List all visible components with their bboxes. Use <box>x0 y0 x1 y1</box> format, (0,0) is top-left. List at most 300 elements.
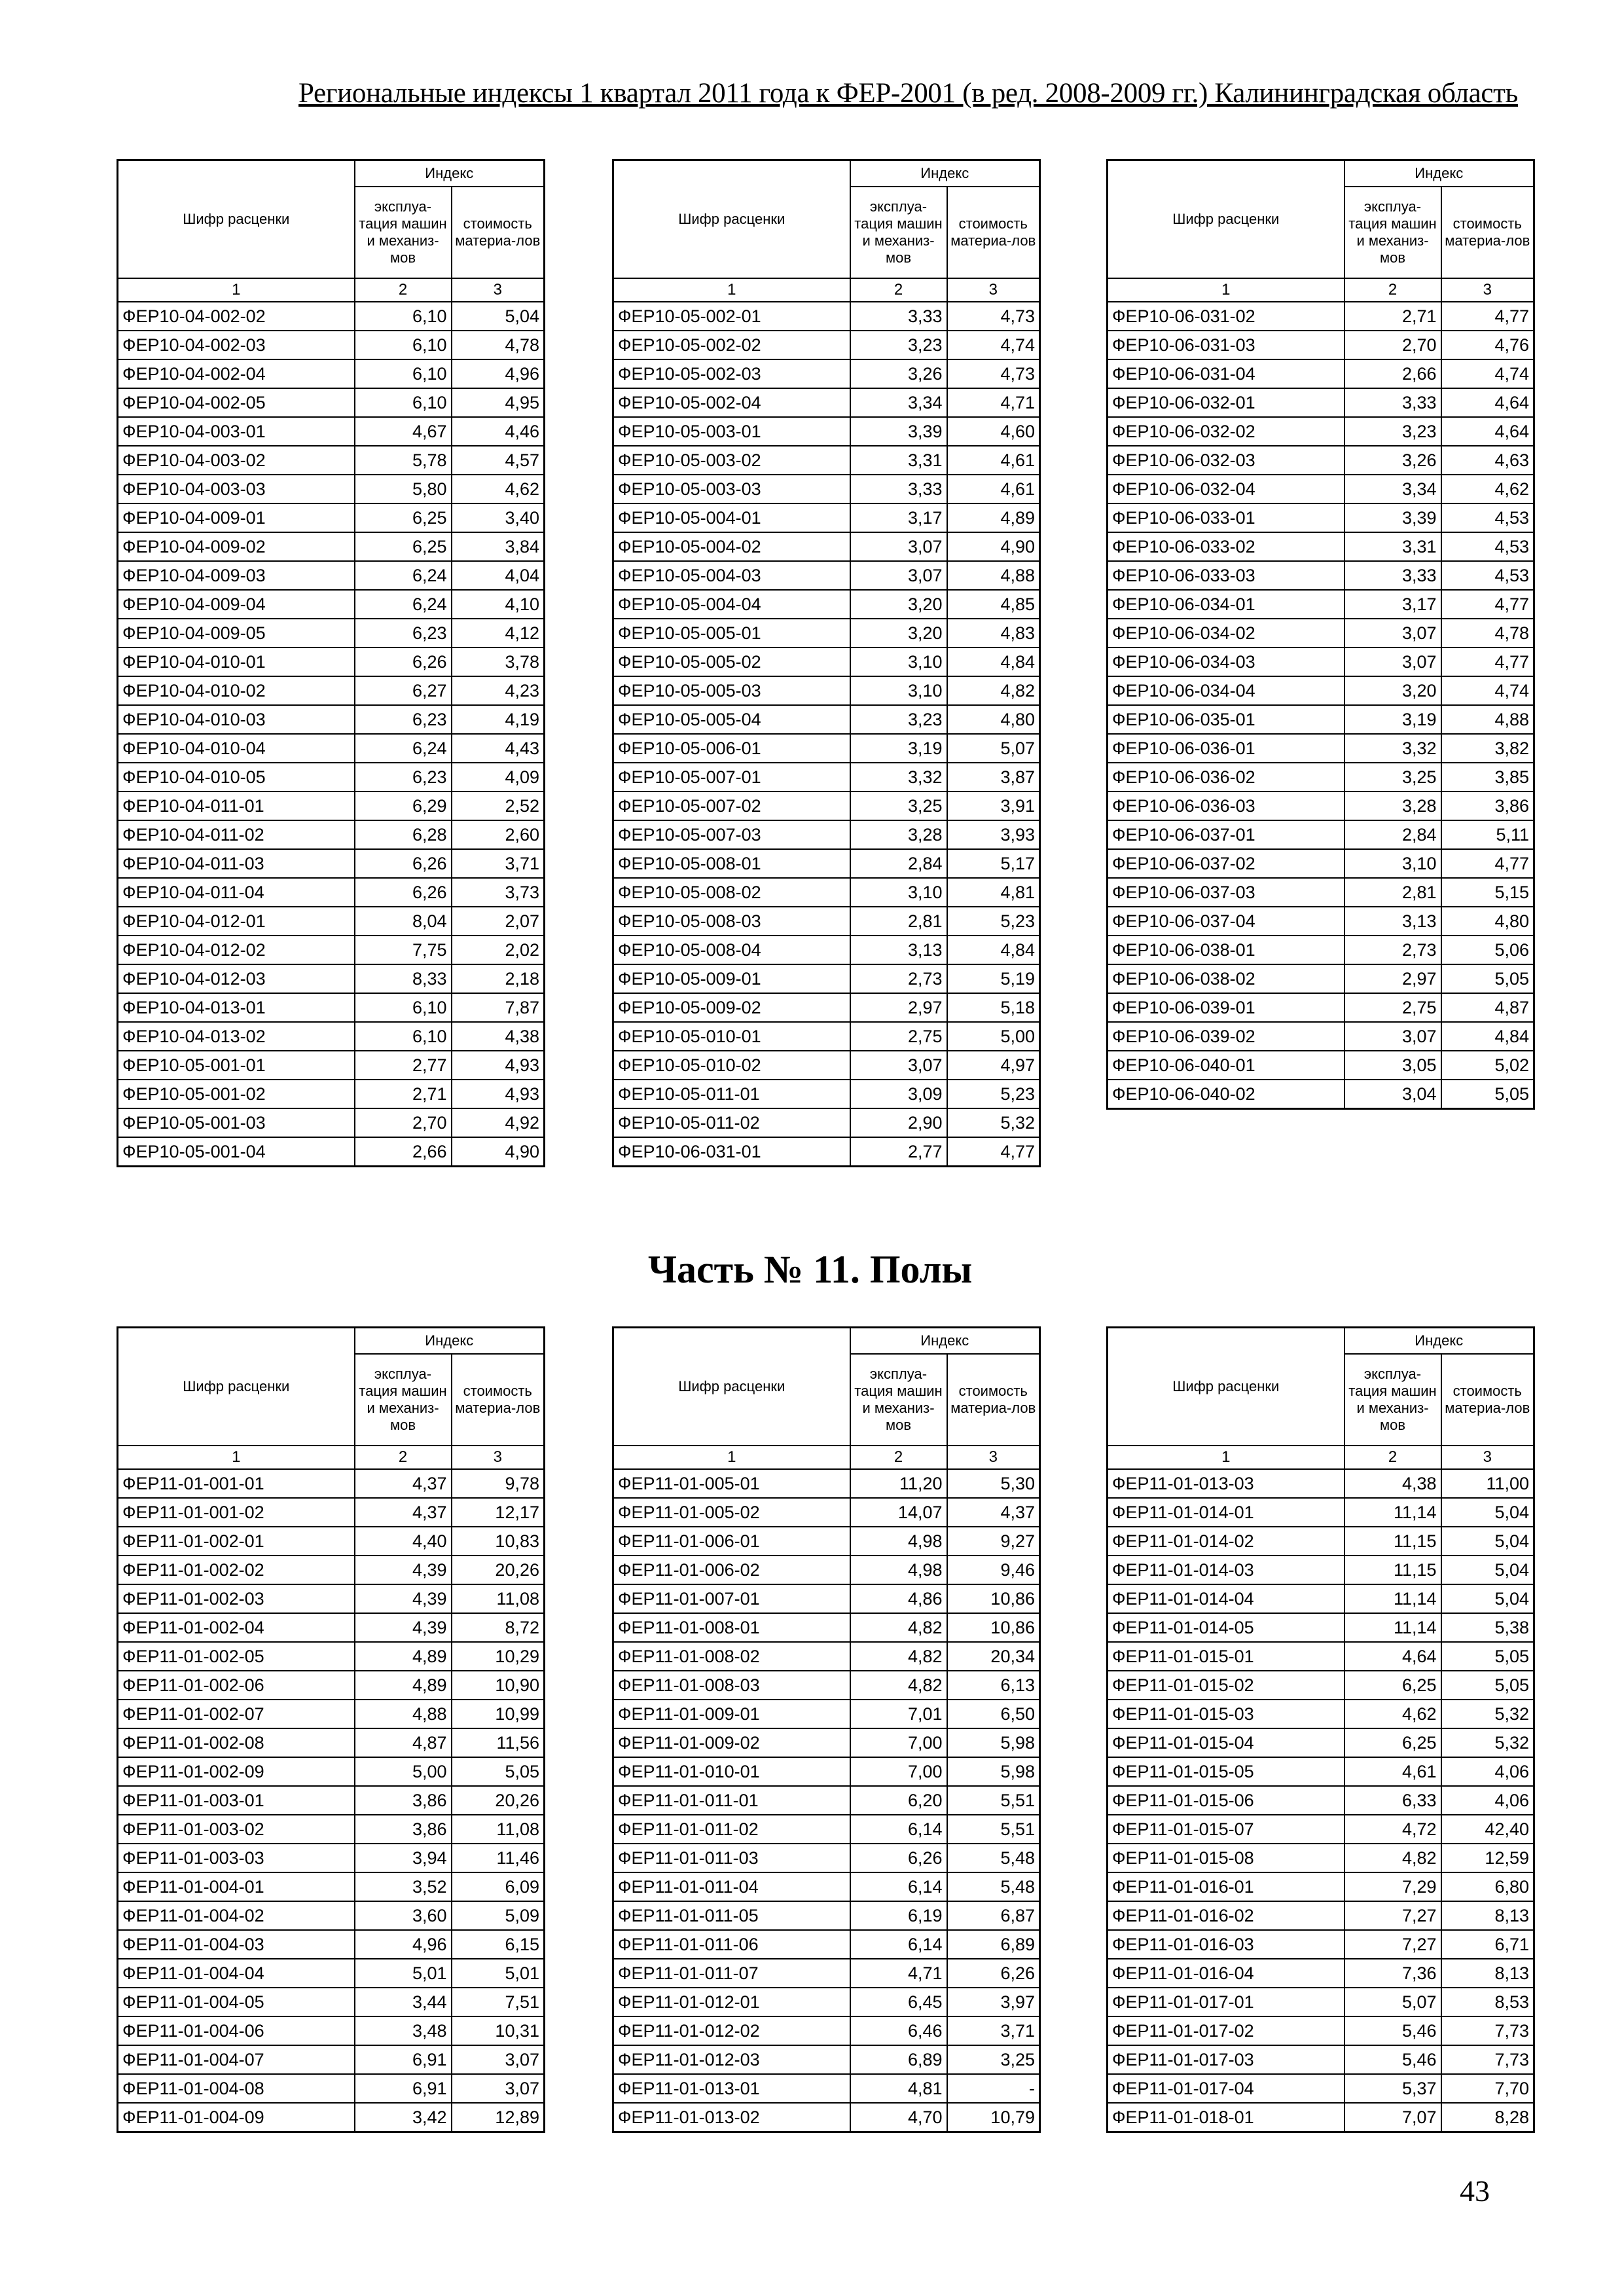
header-number-2: 2 <box>850 1446 947 1469</box>
materials-index: 4,77 <box>947 1137 1040 1167</box>
rate-code: ФЕР10-04-010-01 <box>118 647 355 676</box>
materials-index: 4,84 <box>947 936 1040 964</box>
table-row <box>118 705 545 734</box>
rate-code: ФЕР10-04-011-02 <box>118 820 355 849</box>
table-row <box>118 792 545 820</box>
table-row <box>1108 705 1534 734</box>
rate-code: ФЕР10-04-011-03 <box>118 849 355 878</box>
materials-index: 4,73 <box>947 302 1040 331</box>
rate-code: ФЕР11-01-016-03 <box>1108 1930 1344 1959</box>
materials-index: 7,73 <box>1441 2016 1534 2045</box>
materials-index: 5,04 <box>1441 1527 1534 1556</box>
rate-code: ФЕР11-01-004-07 <box>118 2045 355 2074</box>
materials-index: 12,89 <box>452 2103 545 2132</box>
rate-code: ФЕР10-06-031-01 <box>613 1137 850 1167</box>
machines-index: 4,82 <box>850 1642 947 1671</box>
materials-index: 5,30 <box>947 1469 1040 1498</box>
materials-index: 5,05 <box>1441 1080 1534 1109</box>
materials-index: 4,88 <box>947 561 1040 590</box>
table-row <box>613 2103 1040 2132</box>
machines-index: 4,88 <box>355 1700 452 1728</box>
table-row <box>1108 561 1534 590</box>
materials-index: 3,91 <box>947 792 1040 820</box>
rate-code: ФЕР11-01-002-01 <box>118 1527 355 1556</box>
table-row <box>1108 1901 1534 1930</box>
table-row <box>118 1137 545 1167</box>
machines-index: 4,89 <box>355 1671 452 1700</box>
table-row <box>613 446 1040 475</box>
materials-index: 11,08 <box>452 1815 545 1844</box>
materials-index: 6,09 <box>452 1872 545 1901</box>
header-machines: эксплуа-тация машин и механиз-мов <box>1344 187 1441 278</box>
machines-index: 6,23 <box>355 619 452 647</box>
rate-code: ФЕР11-01-015-01 <box>1108 1642 1344 1671</box>
machines-index: 3,10 <box>1344 849 1441 878</box>
materials-index: 4,04 <box>452 561 545 590</box>
machines-index: 5,80 <box>355 475 452 503</box>
machines-index: 3,86 <box>355 1815 452 1844</box>
table-row <box>613 849 1040 878</box>
rate-code: ФЕР10-04-010-04 <box>118 734 355 763</box>
machines-index: 3,10 <box>850 676 947 705</box>
index-table-2 <box>612 159 1041 1167</box>
rate-code: ФЕР11-01-003-01 <box>118 1786 355 1815</box>
header-materials: стоимость материа-лов <box>947 187 1040 278</box>
header-number-1: 1 <box>1108 278 1344 302</box>
machines-index: 4,40 <box>355 1527 452 1556</box>
machines-index: 6,10 <box>355 331 452 359</box>
machines-index: 3,10 <box>850 878 947 907</box>
rate-code: ФЕР10-06-035-01 <box>1108 705 1344 734</box>
table-row <box>1108 907 1534 936</box>
table-row <box>118 2016 545 2045</box>
table-row <box>613 705 1040 734</box>
machines-index: 3,04 <box>1344 1080 1441 1109</box>
index-table-4 <box>117 1326 545 2133</box>
header-number-1: 1 <box>613 1446 850 1469</box>
machines-index: 7,07 <box>1344 2103 1441 2132</box>
machines-index: 6,10 <box>355 993 452 1022</box>
machines-index: 4,89 <box>355 1642 452 1671</box>
rate-code: ФЕР10-06-036-03 <box>1108 792 1344 820</box>
rate-code: ФЕР11-01-004-06 <box>118 2016 355 2045</box>
materials-index: 11,46 <box>452 1844 545 1872</box>
materials-index: 3,25 <box>947 2045 1040 2074</box>
materials-index: 4,57 <box>452 446 545 475</box>
rate-code: ФЕР11-01-011-07 <box>613 1959 850 1988</box>
header-number-3: 3 <box>947 278 1040 302</box>
materials-index: 4,61 <box>947 475 1040 503</box>
table-row <box>613 1642 1040 1671</box>
table-row <box>1108 388 1534 417</box>
materials-index: 5,05 <box>452 1757 545 1786</box>
rate-code: ФЕР11-01-001-01 <box>118 1469 355 1498</box>
table-row <box>1108 1080 1534 1109</box>
rate-code: ФЕР11-01-014-03 <box>1108 1556 1344 1584</box>
rate-code: ФЕР10-06-040-01 <box>1108 1051 1344 1080</box>
table-row <box>1108 1844 1534 1872</box>
rate-code: ФЕР11-01-011-03 <box>613 1844 850 1872</box>
rate-code: ФЕР11-01-006-01 <box>613 1527 850 1556</box>
rate-code: ФЕР10-05-004-04 <box>613 590 850 619</box>
table-row <box>118 1469 545 1498</box>
table-row <box>613 1527 1040 1556</box>
rate-code: ФЕР10-06-032-04 <box>1108 475 1344 503</box>
machines-index: 3,07 <box>850 561 947 590</box>
table-row <box>1108 1613 1534 1642</box>
table-row <box>118 619 545 647</box>
machines-index: 6,10 <box>355 1022 452 1051</box>
table-row <box>613 936 1040 964</box>
table-row <box>613 1671 1040 1700</box>
materials-index: 12,59 <box>1441 1844 1534 1872</box>
machines-index: 3,23 <box>850 331 947 359</box>
table-row <box>1108 2016 1534 2045</box>
machines-index: 4,98 <box>850 1527 947 1556</box>
materials-index: 4,53 <box>1441 532 1534 561</box>
materials-index: 6,87 <box>947 1901 1040 1930</box>
rate-code: ФЕР11-01-008-01 <box>613 1613 850 1642</box>
materials-index: 4,84 <box>947 647 1040 676</box>
materials-index: 4,74 <box>947 331 1040 359</box>
rate-code: ФЕР10-05-004-01 <box>613 503 850 532</box>
rate-code: ФЕР10-06-034-02 <box>1108 619 1344 647</box>
rate-code: ФЕР11-01-009-02 <box>613 1728 850 1757</box>
table-row <box>118 1988 545 2016</box>
table-row <box>118 561 545 590</box>
table-row <box>118 1498 545 1527</box>
rate-code: ФЕР11-01-003-02 <box>118 1815 355 1844</box>
table-row <box>1108 936 1534 964</box>
machines-index: 4,37 <box>355 1469 452 1498</box>
rate-code: ФЕР11-01-002-05 <box>118 1642 355 1671</box>
table-row <box>1108 820 1534 849</box>
materials-index: 3,86 <box>1441 792 1534 820</box>
table-row <box>613 676 1040 705</box>
materials-index: 4,43 <box>452 734 545 763</box>
rate-code: ФЕР10-05-009-02 <box>613 993 850 1022</box>
table-row <box>118 446 545 475</box>
materials-index: 4,76 <box>1441 331 1534 359</box>
table-row <box>118 1930 545 1959</box>
rate-code: ФЕР10-05-007-03 <box>613 820 850 849</box>
materials-index: 4,84 <box>1441 1022 1534 1051</box>
materials-index: 20,26 <box>452 1556 545 1584</box>
materials-index: 5,23 <box>947 907 1040 936</box>
machines-index: 2,70 <box>1344 331 1441 359</box>
table-row <box>118 1728 545 1757</box>
table-row <box>1108 2074 1534 2103</box>
rate-code: ФЕР10-05-003-01 <box>613 417 850 446</box>
table-row <box>1108 1988 1534 2016</box>
header-code: Шифр расценки <box>1108 1328 1344 1446</box>
materials-index: 7,87 <box>452 993 545 1022</box>
rate-code: ФЕР10-06-033-03 <box>1108 561 1344 590</box>
table-row <box>613 1930 1040 1959</box>
table-row <box>118 1815 545 1844</box>
table-row <box>613 1844 1040 1872</box>
table-row <box>118 1022 545 1051</box>
machines-index: 3,33 <box>850 302 947 331</box>
machines-index: 3,86 <box>355 1786 452 1815</box>
machines-index: 3,23 <box>850 705 947 734</box>
rate-code: ФЕР10-06-038-02 <box>1108 964 1344 993</box>
machines-index: 2,73 <box>1344 936 1441 964</box>
table-row <box>118 475 545 503</box>
machines-index: 3,10 <box>850 647 947 676</box>
materials-index: 4,77 <box>1441 849 1534 878</box>
rate-code: ФЕР10-06-037-03 <box>1108 878 1344 907</box>
machines-index: 3,17 <box>1344 590 1441 619</box>
materials-index: 7,51 <box>452 1988 545 2016</box>
table-row <box>613 475 1040 503</box>
materials-index: 10,31 <box>452 2016 545 2045</box>
machines-index: 11,15 <box>1344 1556 1441 1584</box>
machines-index: 2,66 <box>1344 359 1441 388</box>
page-number: 43 <box>1460 2174 1490 2208</box>
table-row <box>118 993 545 1022</box>
table-row <box>613 1584 1040 1613</box>
materials-index: 4,62 <box>452 475 545 503</box>
machines-index: 6,26 <box>355 647 452 676</box>
rate-code: ФЕР10-05-003-03 <box>613 475 850 503</box>
rate-code: ФЕР10-05-006-01 <box>613 734 850 763</box>
materials-index: 10,90 <box>452 1671 545 1700</box>
materials-index: 5,04 <box>452 302 545 331</box>
materials-index: 3,93 <box>947 820 1040 849</box>
machines-index: 2,77 <box>850 1137 947 1167</box>
table-row <box>1108 1584 1534 1613</box>
page-header: Региональные индексы 1 квартал 2011 года к ФЕР-2001 (в ред. 2008-2009 гг.) Калининградская область <box>298 78 1518 109</box>
machines-index: 5,78 <box>355 446 452 475</box>
materials-index: 4,87 <box>1441 993 1534 1022</box>
rate-code: ФЕР10-05-008-01 <box>613 849 850 878</box>
materials-index: 4,77 <box>1441 590 1534 619</box>
machines-index: 4,81 <box>850 2074 947 2103</box>
table-row <box>118 532 545 561</box>
machines-index: 2,73 <box>850 964 947 993</box>
materials-index: 4,06 <box>1441 1786 1534 1815</box>
table-row <box>613 590 1040 619</box>
machines-index: 6,24 <box>355 590 452 619</box>
table-row <box>613 1728 1040 1757</box>
rate-code: ФЕР11-01-016-01 <box>1108 1872 1344 1901</box>
materials-index: 7,70 <box>1441 2074 1534 2103</box>
table-row <box>118 302 545 331</box>
materials-index: 7,73 <box>1441 2045 1534 2074</box>
table-row <box>613 2045 1040 2074</box>
materials-index: 4,64 <box>1441 417 1534 446</box>
table-row <box>118 878 545 907</box>
materials-index: 4,82 <box>947 676 1040 705</box>
table-row <box>118 417 545 446</box>
machines-index: 5,07 <box>1344 1988 1441 2016</box>
table-row <box>613 619 1040 647</box>
table-row <box>1108 1872 1534 1901</box>
table-row <box>1108 1786 1534 1815</box>
machines-index: 7,00 <box>850 1757 947 1786</box>
machines-index: 6,26 <box>355 878 452 907</box>
rate-code: ФЕР11-01-015-02 <box>1108 1671 1344 1700</box>
table-row <box>118 359 545 388</box>
table-row <box>1108 763 1534 792</box>
header-number-3: 3 <box>452 1446 545 1469</box>
header-number-3: 3 <box>452 278 545 302</box>
table-row <box>118 1872 545 1901</box>
machines-index: 5,37 <box>1344 2074 1441 2103</box>
table-row <box>1108 1642 1534 1671</box>
header-number-3: 3 <box>1441 278 1534 302</box>
machines-index: 6,25 <box>355 532 452 561</box>
rate-code: ФЕР10-04-009-04 <box>118 590 355 619</box>
machines-index: 6,27 <box>355 676 452 705</box>
machines-index: 11,14 <box>1344 1613 1441 1642</box>
materials-index: 10,99 <box>452 1700 545 1728</box>
table-row <box>1108 446 1534 475</box>
materials-index: 4,53 <box>1441 503 1534 532</box>
machines-index: 7,29 <box>1344 1872 1441 1901</box>
table-row <box>1108 2103 1534 2132</box>
machines-index: 3,34 <box>1344 475 1441 503</box>
index-table-1 <box>117 159 545 1167</box>
machines-index: 7,36 <box>1344 1959 1441 1988</box>
machines-index: 3,28 <box>850 820 947 849</box>
rate-code: ФЕР10-04-012-02 <box>118 936 355 964</box>
machines-index: 6,19 <box>850 1901 947 1930</box>
materials-index: 4,37 <box>947 1498 1040 1527</box>
header-code: Шифр расценки <box>118 160 355 279</box>
rate-code: ФЕР10-04-012-03 <box>118 964 355 993</box>
rate-code: ФЕР11-01-009-01 <box>613 1700 850 1728</box>
rate-code: ФЕР11-01-014-04 <box>1108 1584 1344 1613</box>
header-number-1: 1 <box>1108 1446 1344 1469</box>
materials-index: 5,38 <box>1441 1613 1534 1642</box>
machines-index: 6,46 <box>850 2016 947 2045</box>
materials-index: 2,07 <box>452 907 545 936</box>
machines-index: 3,33 <box>1344 561 1441 590</box>
materials-index: 4,90 <box>947 532 1040 561</box>
materials-index: 3,07 <box>452 2045 545 2074</box>
materials-index: 4,92 <box>452 1108 545 1137</box>
materials-index: 5,07 <box>947 734 1040 763</box>
header-materials: стоимость материа-лов <box>452 187 545 278</box>
table-row <box>1108 619 1534 647</box>
materials-index: 5,32 <box>947 1108 1040 1137</box>
machines-index: 6,26 <box>850 1844 947 1872</box>
rate-code: ФЕР10-06-034-04 <box>1108 676 1344 705</box>
materials-index: 2,60 <box>452 820 545 849</box>
machines-index: 2,75 <box>850 1022 947 1051</box>
materials-index: 10,86 <box>947 1613 1040 1642</box>
machines-index: 6,91 <box>355 2045 452 2074</box>
header-number-3: 3 <box>1441 1446 1534 1469</box>
machines-index: 6,45 <box>850 1988 947 2016</box>
header-machines: эксплуа-тация машин и механиз-мов <box>355 187 452 278</box>
table-row <box>613 1815 1040 1844</box>
table-row <box>118 1527 545 1556</box>
rate-code: ФЕР10-04-009-05 <box>118 619 355 647</box>
rate-code: ФЕР10-06-031-03 <box>1108 331 1344 359</box>
machines-index: 3,17 <box>850 503 947 532</box>
materials-index: 11,56 <box>452 1728 545 1757</box>
machines-index: 3,31 <box>1344 532 1441 561</box>
rate-code: ФЕР11-01-008-03 <box>613 1671 850 1700</box>
header-index: Индекс <box>850 1328 1040 1355</box>
table-row <box>1108 1757 1534 1786</box>
rate-code: ФЕР10-05-011-02 <box>613 1108 850 1137</box>
materials-index: 3,71 <box>947 2016 1040 2045</box>
rate-code: ФЕР11-01-016-04 <box>1108 1959 1344 1988</box>
machines-index: 4,70 <box>850 2103 947 2132</box>
table-row <box>118 331 545 359</box>
machines-index: 7,75 <box>355 936 452 964</box>
table-row <box>613 1556 1040 1584</box>
rate-code: ФЕР11-01-004-02 <box>118 1901 355 1930</box>
materials-index: 4,12 <box>452 619 545 647</box>
machines-index: 3,20 <box>850 590 947 619</box>
machines-index: 6,20 <box>850 1786 947 1815</box>
table-row <box>118 1671 545 1700</box>
rate-code: ФЕР10-04-010-05 <box>118 763 355 792</box>
materials-index: 4,77 <box>1441 302 1534 331</box>
materials-index: 4,93 <box>452 1051 545 1080</box>
rate-code: ФЕР11-01-012-02 <box>613 2016 850 2045</box>
machines-index: 4,96 <box>355 1930 452 1959</box>
machines-index: 4,39 <box>355 1556 452 1584</box>
materials-index: 5,98 <box>947 1728 1040 1757</box>
materials-index: 6,71 <box>1441 1930 1534 1959</box>
machines-index: 7,27 <box>1344 1930 1441 1959</box>
machines-index: 3,44 <box>355 1988 452 2016</box>
materials-index: 4,80 <box>1441 907 1534 936</box>
materials-index: 4,53 <box>1441 561 1534 590</box>
machines-index: 3,25 <box>1344 763 1441 792</box>
machines-index: 3,07 <box>850 1051 947 1080</box>
materials-index: 4,80 <box>947 705 1040 734</box>
machines-index: 6,25 <box>1344 1728 1441 1757</box>
machines-index: 2,71 <box>355 1080 452 1108</box>
machines-index: 5,01 <box>355 1959 452 1988</box>
header-index: Индекс <box>355 160 545 187</box>
rate-code: ФЕР10-06-034-01 <box>1108 590 1344 619</box>
rate-code: ФЕР11-01-004-08 <box>118 2074 355 2103</box>
materials-index: 3,87 <box>947 763 1040 792</box>
table-row <box>118 1584 545 1613</box>
table-row <box>118 503 545 532</box>
machines-index: 6,10 <box>355 388 452 417</box>
materials-index: 4,90 <box>452 1137 545 1167</box>
rate-code: ФЕР11-01-013-03 <box>1108 1469 1344 1498</box>
table-row <box>118 734 545 763</box>
machines-index: 3,13 <box>1344 907 1441 936</box>
rate-code: ФЕР10-05-001-01 <box>118 1051 355 1080</box>
machines-index: 3,34 <box>850 388 947 417</box>
rate-code: ФЕР10-05-005-04 <box>613 705 850 734</box>
header-number-3: 3 <box>947 1446 1040 1469</box>
materials-index: 5,05 <box>1441 1642 1534 1671</box>
rate-code: ФЕР10-06-031-02 <box>1108 302 1344 331</box>
materials-index: 4,78 <box>1441 619 1534 647</box>
header-machines: эксплуа-тация машин и механиз-мов <box>355 1354 452 1446</box>
index-table-6 <box>1106 1326 1535 2133</box>
materials-index: 5,48 <box>947 1872 1040 1901</box>
rate-code: ФЕР10-05-002-02 <box>613 331 850 359</box>
materials-index: 4,63 <box>1441 446 1534 475</box>
machines-index: 6,26 <box>355 849 452 878</box>
machines-index: 3,28 <box>1344 792 1441 820</box>
materials-index: 2,02 <box>452 936 545 964</box>
table-row <box>118 1700 545 1728</box>
